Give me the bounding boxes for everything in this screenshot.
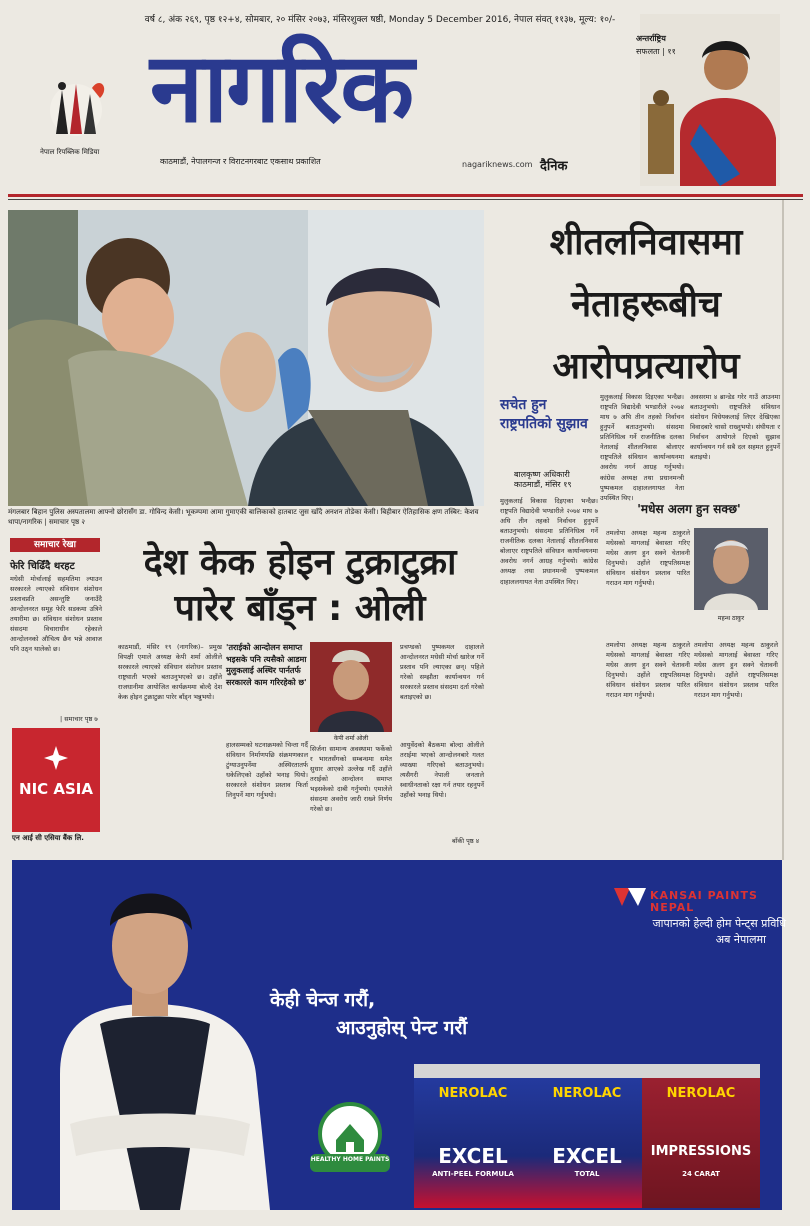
oli-story-column: आयुर्वेदको बैठकमा बोल्दा ओलीले तराईमा भएको आन्दोलनबारे गलत व्याख्या गरिएको बताउनुभयो। त्यसैगरी नेपाली जनताले स्वाधीनताको रक्षा गर्न तयार रहनुपर्ने उहाँको भनाइ थियो। (400, 741, 484, 800)
oli-story-column: प्रचण्डको पुष्पकमल दाहालले आन्दोलनरत मधेसी मोर्चा खारेज गर्ने प्रस्ताव पनि ल्याएका छन्। पहिले गरेको सम्झौता कार्यान्वयन गर्न सरकारले प्रस्ताव संसदमा दर्ता गरेको बताइएको छ। (400, 643, 484, 702)
headline-line: पारेर बाँड्न : ओली (174, 588, 426, 629)
oli-story-column: काठमाडौं, मंसिर १९ (नागरिक)– प्रमुख विपक्षी एमाले अध्यक्ष केपी शर्मा ओलीले सरकारले ल्याएको संविधान संशोधन प्रस्ताव राष्ट्रघाती भएको बताउनुभएको छ। उहाँले राजधानीमा आयोजित कार्यक्रममा बोल्दै देश केक होइन टुक्राटुक्रा पारेर बाँड्न भन्नुभयो। (118, 643, 222, 702)
ad-brand-sub2: अब नेपालमा (715, 933, 766, 946)
paint-can-excel (414, 1064, 532, 1208)
daily-label: दैनिक (540, 159, 568, 174)
masthead-rule-red (8, 194, 803, 197)
oli-story-headline (110, 540, 490, 632)
madhes-box-headline: 'मधेस अलग हुन सक्छ' (637, 502, 741, 516)
oli-story-column: सिर्जना सामान्य अवस्थामा फर्केको र भारतसँगको सम्बन्धमा समेत सुधार आएको उल्लेख गर्दै उहाँले तराईको आन्दोलन समाप्त भइसकेको दाबी गर्नुभयो। एमालेले संसदमा अवरोध जारी राख्ने निर्णय गरेको छ। (310, 745, 392, 814)
oli-story-more[interactable]: बाँकी पृष्ठ ४ (452, 837, 480, 845)
right-story-byline (514, 470, 598, 491)
promo-sub: सफलता | ११ (636, 47, 676, 56)
headline-line: देश केक होइन टुक्राटुक्रा (143, 542, 457, 583)
can-brand: NEROLAC (438, 1086, 508, 1101)
website-url: nagariknews.com (462, 160, 533, 169)
news-line-title: फेरि चिढिँदै थरहट (10, 561, 75, 572)
oli-story-column: हालसम्मको घटनाक्रमको चिन्ता गर्दै संविधान निर्माणपछि संक्रमणकाल टुंग्याउनुपर्नेमा अस्थिरतातर्फ धकेलिएको उहाँको भनाइ थियो। सरकारले संशोधन प्रस्ताव फिर्ता लिनुपर्ने माग गर्नुभयो। (226, 741, 308, 800)
caption-text: मंगलबार बिहान पुलिस अस्पतालमा आफ्नो छोरासँग डा. गोविन्द केसी। भूकम्पमा आमा गुमाएकी बालिकाको हातबाट जुस खाँदै अनशन तोडेका केसी। बिहीबार ऐतिहासिक क्षण (8, 508, 443, 516)
masthead-subtitle: काठमाडौं, नेपालगन्ज र विराटनगरबाट एकसाथ प्रकाशित (160, 157, 321, 166)
headline-line: नेताहरूबीच (571, 284, 721, 325)
promo-label: अन्तर्राष्ट्रिय (636, 34, 666, 43)
lead-photo (8, 210, 484, 506)
ad-model-image (30, 874, 280, 1210)
ad-slogan-2: आउनुहोस् पेन्ट गरौं (336, 1017, 468, 1039)
headline-line: शीतलनिवासमा (549, 222, 743, 263)
madhes-box-text: तमलोपा अध्यक्ष महन्थ ठाकुरले मधेसको मागलाई बेवास्ता गरिए मधेस अलग हुन सक्ने चेतावनी दिनुभयो। उहाँले राष्ट्रपतिसमक्ष संविधान संशोधन प्रस्ताव पारित गराउन माग गर्नुभयो। (694, 641, 778, 700)
kp-oli-photo (310, 642, 392, 732)
ad-brand-sub: जापानको हेल्दी होम पेन्ट्स प्रविधि (652, 917, 786, 930)
mahantha-thakur-photo (694, 528, 768, 610)
oli-photo-caption: केपी शर्मा ओली (333, 735, 369, 742)
headline-line: आरोपप्रत्यारोप (552, 346, 740, 387)
right-story-column: अवसरमा ४ ब्रान्डेड गरेर गाउँ आउनमा बताउनुभयो। राष्ट्रपतिले संविधान संशोधन विधेयकलाई लिएर देखिएका विवादबारे चासो राख्नुभयो। संघीयता र निर्वाचन आयोगले दिएको सुझाव कार्यान्वयन गर्न सबै दल सहमत हुनुपर्ने बताइयो। (690, 393, 780, 462)
badge-text: HEALTHY HOME PAINTS (310, 1156, 390, 1163)
can-lid (414, 1064, 532, 1078)
masthead-rule (8, 199, 803, 200)
right-story-subhead: सचेत हुन राष्ट्रपतिको सुझाव (500, 397, 588, 432)
news-line-tag: समाचार रेखा (10, 538, 100, 552)
newspaper-title: नागरिक (150, 32, 413, 144)
can-product: EXCEL (438, 1144, 508, 1168)
caption-more-link[interactable]: | समाचार पृष्ठ २ (44, 517, 85, 526)
madhes-box-text: तमलोपा अध्यक्ष महन्थ ठाकुरले मधेसको मागलाई बेवास्ता गरिए मधेस अलग हुन सक्ने चेतावनी दिनुभयो। उहाँले राष्ट्रपतिसमक्ष संविधान संशोधन प्रस्ताव पारित गराउन माग गर्नुभयो। (606, 641, 690, 700)
madhes-box-text: तमलोपा अध्यक्ष महन्थ ठाकुरले मधेसको मागलाई बेवास्ता गरिए मधेस अलग हुन सक्ने चेतावनी दिनुभयो। उहाँले राष्ट्रपतिसमक्ष संविधान संशोधन प्रस्ताव पारित गराउन माग गर्नुभयो। (606, 529, 690, 588)
can-lid (642, 1064, 760, 1078)
caption-credit: तस्बिर: केशव थापा/नागरिक (8, 508, 479, 526)
column-divider (782, 200, 784, 860)
can-brand: NEROLAC (552, 1086, 622, 1101)
can-brand: NEROLAC (666, 1086, 736, 1101)
right-story-column: मुलुकलाई विकास दिइएका भन्दैछ। राष्ट्रपति विद्यादेवी भण्डारीले २०७४ माघ ७ अघि तीन तहको निर्वाचन हुनुपर्ने बताउनुभयो। संसदमा प्रतिनिधित्व गर्ने राजनीतिक दलका नेतालाई शीतलनिवास बोलाएर राष्ट्रपतिले संविधान कार्यान्वयनमा अवरोध नगर्न आग्रह गर्नुभयो। कांग्रेस अध्यक्ष तथा प्रधानमन्त्री पुष्पकमल दाहाललगायत नेता उपस्थित थिए। (500, 497, 598, 586)
box-photo-caption: महन्थ ठाकुर (717, 615, 745, 622)
can-lid (528, 1064, 646, 1078)
right-story-column: मुलुकलाई विकास दिइएका भन्दैछ। राष्ट्रपति विद्यादेवी भण्डारीले २०७४ माघ ७ अघि तीन तहको निर्वाचन हुनुपर्ने बताउनुभयो। संसदमा प्रतिनिधित्व गर्ने राजनीतिक दलका नेतालाई शीतलनिवास बोलाएर राष्ट्रपतिले संविधान कार्यान्वयनमा अवरोध नगर्न आग्रह गर्नुभयो। कांग्रेस अध्यक्ष तथा प्रधानमन्त्री पुष्पकमल दाहाललगायत नेता उपस्थित थिए। (600, 393, 684, 502)
news-line-more[interactable]: | समाचार पृष्ठ ७ (60, 715, 98, 723)
ad-slogan-1: केही चेन्ज गरौं, (270, 989, 376, 1011)
republic-media-logo-icon (40, 70, 112, 144)
byline-place: काठमाडौं, मंसिर १९ (514, 480, 572, 490)
nic-asia-name: NIC ASIA (19, 780, 93, 798)
can-variant: ANTI-PEEL FORMULA (432, 1170, 514, 1178)
kansai-logo-icon (612, 884, 648, 910)
news-line-text: मधेसी मोर्चालाई सहमतिमा ल्याउन सरकारले ल्याएको संविधान संशोधन प्रस्तावप्रति असन्तुष्टि जनाउँदै आन्दोलनरत समूह फेरि सडकमा उत्रिने तयारीमा छ। संविधान संशोधन प्रस्ताव संसदमा विचाराधीन रहेकाले आन्दोलनको औचित्य छैन भन्ने आवाज पनि उठ्न थालेको छ। (10, 575, 102, 654)
can-product: EXCEL (552, 1144, 622, 1168)
byline-name: बालकृष्ण अधिकारी (514, 470, 570, 479)
nic-asia-tagline: एन आई सी एसिया बैंक लि. (12, 834, 84, 842)
can-product: IMPRESSIONS (650, 1144, 752, 1159)
ad-brand: KANSAI PAINTS NEPAL (650, 889, 758, 915)
nic-star-icon (42, 744, 70, 772)
logo-caption: नेपाल रिपब्लिक मिडिया (40, 148, 100, 156)
can-variant: 24 CARAT (682, 1170, 720, 1178)
paint-can-excel-total (528, 1064, 646, 1208)
paint-can-impressions (642, 1064, 760, 1208)
oli-pull-quote: 'तराईको आन्दोलन समाप्त भइसके पनि त्यसैको आडमा मुलुकलाई अस्थिर पार्नतर्फ सरकारले काम गरिरहेको छ' (226, 643, 307, 687)
lead-photo-caption (8, 508, 484, 530)
can-variant: TOTAL (574, 1170, 600, 1178)
right-story-headline (496, 212, 796, 398)
issue-line: वर्ष ८, अंक २६९, पृष्ठ १२+४, सोमबार, २० मंसिर २०७३, मंसिरशुक्ल षष्ठी, Monday 5 December 2016, नेपाल संवत् ११३७, मूल्य: १०/- (144, 15, 616, 25)
